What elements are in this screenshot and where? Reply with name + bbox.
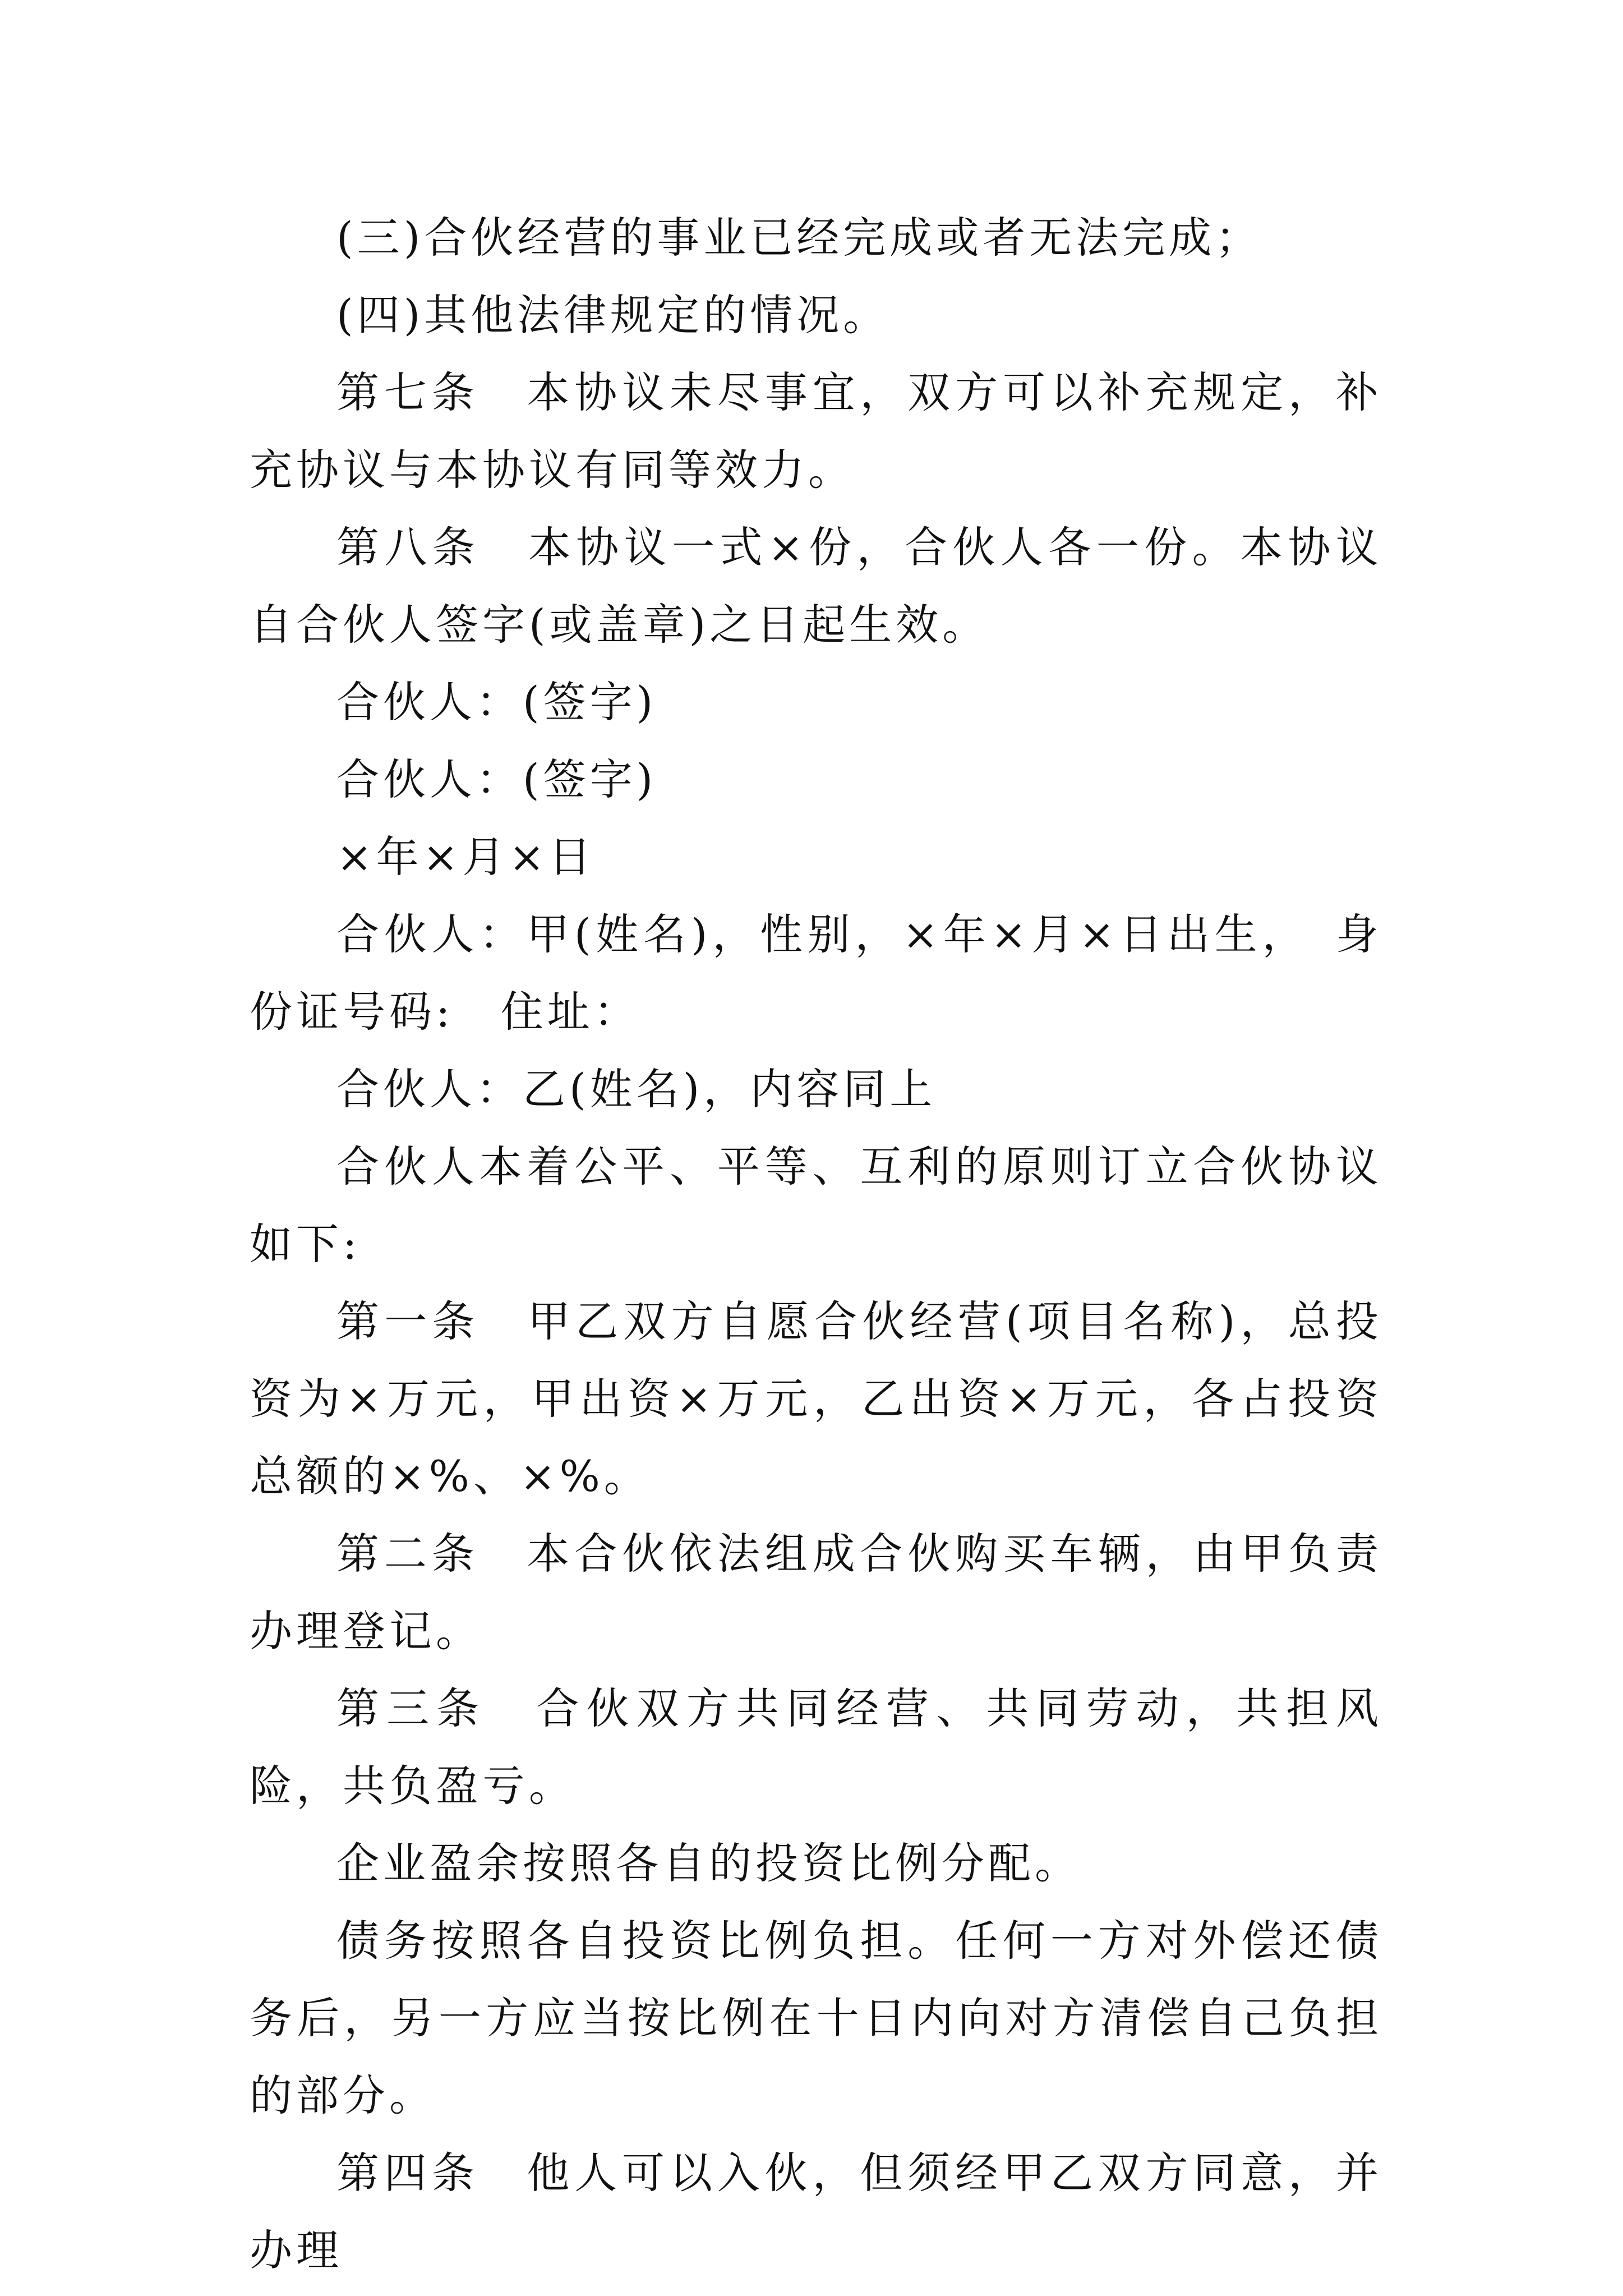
paragraph-dissolution-item-3: (三)合伙经营的事业已经完成或者无法完成； — [336, 213, 1262, 263]
signature-line-partner-1: 合伙人：(签字) — [336, 677, 657, 727]
signature-date: ×年×月×日 — [336, 832, 596, 882]
partner-b-info: 合伙人：乙(姓名)，内容同上 — [336, 1064, 937, 1114]
paragraph-dissolution-item-4: (四)其他法律规定的情况。 — [336, 290, 890, 340]
paragraph-profit-distribution: 企业盈余按照各自的投资比例分配。 — [336, 1838, 1081, 1888]
paragraph-article-1: 第一条 甲乙双方自愿合伙经营(项目名称)，总投资为×万元，甲出资×万元，乙出资×万元，各占投资总额的×%、×%。 — [250, 1296, 1382, 1501]
partner-a-info: 合伙人：甲(姓名)，性别，×年×月×日出生， 身份证号码: 住址： — [250, 909, 1382, 1037]
paragraph-debt-sharing: 债务按照各自投资比例负担。任何一方对外偿还债务后，另一方应当按比例在十日内向对方清偿自己负担的部分。 — [250, 1916, 1382, 2120]
agreement-preamble: 合伙人本着公平、平等、互利的原则订立合伙协议如下: — [250, 1142, 1382, 1269]
paragraph-article-7: 第七条 本协议未尽事宜，双方可以补充规定，补充协议与本协议有同等效力。 — [250, 367, 1382, 495]
signature-line-partner-2: 合伙人：(签字) — [336, 754, 657, 804]
document-body — [250, 199, 1382, 2289]
paragraph-article-4: 第四条 他人可以入伙，但须经甲乙双方同意，并办理 — [250, 2148, 1382, 2275]
paragraph-article-3: 第三条 合伙双方共同经营、共同劳动，共担风险，共负盈亏。 — [250, 1683, 1382, 1811]
paragraph-article-2: 第二条 本合伙依法组成合伙购买车辆，由甲负责办理登记。 — [250, 1529, 1382, 1656]
paragraph-article-8: 第八条 本协议一式×份，合伙人各一份。本协议自合伙人签字(或盖章)之日起生效。 — [250, 522, 1382, 650]
